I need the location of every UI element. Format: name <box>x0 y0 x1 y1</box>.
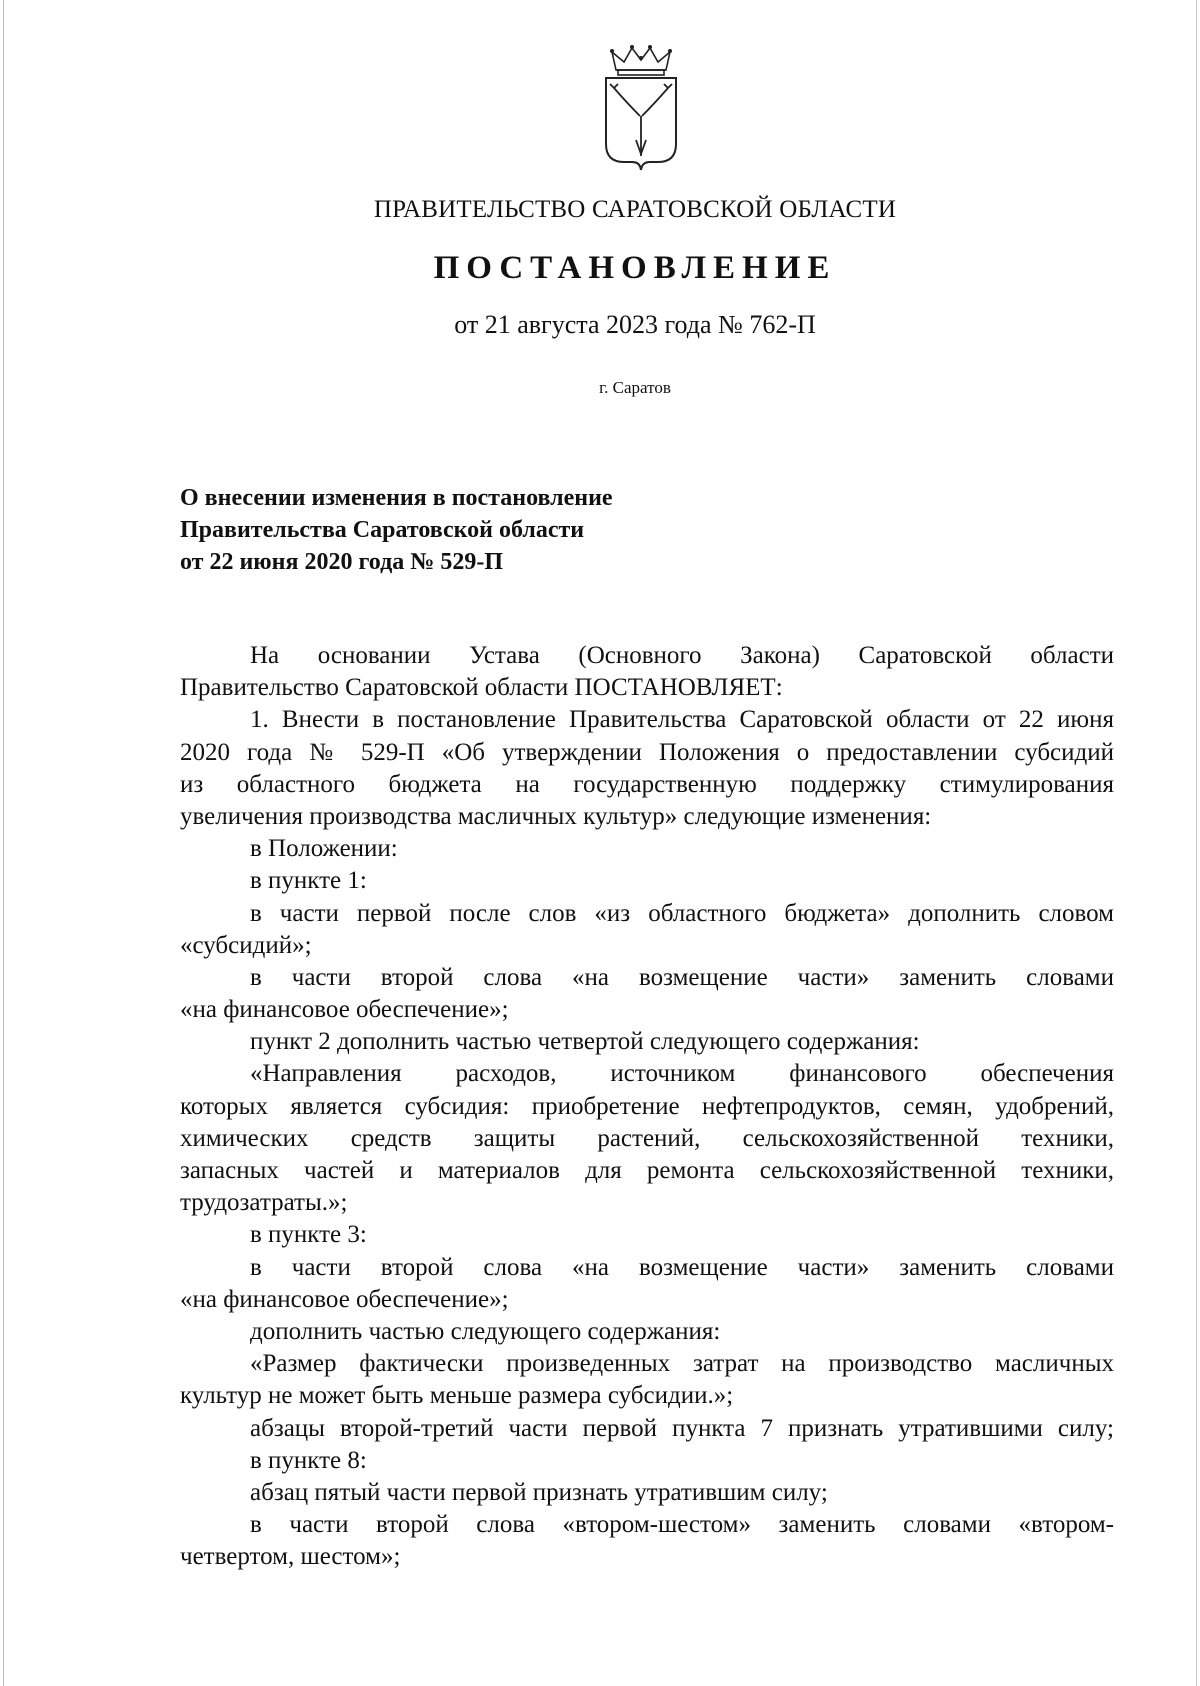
body-line: из областного бюджета на государственную поддержку стимулирования <box>180 770 1114 798</box>
document-body <box>180 640 1114 1573</box>
body-line: культур не может быть меньше размера субсидии.»; <box>180 1382 734 1410</box>
body-line: которых является субсидия: приобретение нефтепродуктов, семян, удобрений, <box>180 1092 1114 1120</box>
body-line: четвертом, шестом»; <box>180 1543 401 1571</box>
body-line: На основании Устава (Основного Закона) Саратовской области <box>250 642 1114 669</box>
body-line: химических средств защиты растений, сельскохозяйственной техники, <box>180 1124 1114 1152</box>
body-line: Правительство Саратовской области ПОСТАНОВЛЯЕТ: <box>180 674 783 702</box>
government-heading: ПРАВИТЕЛЬСТВО САРАТОВСКОЙ ОБЛАСТИ <box>373 196 897 223</box>
document-city: г. Саратов <box>599 378 671 397</box>
document-subject <box>180 482 613 578</box>
subject-line: Правительства Саратовской области <box>180 517 585 543</box>
subject-line: от 22 июня 2020 года № 529-П <box>180 549 503 575</box>
body-line: увеличения производства масличных культур» следующие изменения: <box>180 802 932 830</box>
body-line: «Размер фактически произведенных затрат на производство масличных <box>250 1350 1114 1378</box>
body-line: «на финансовое обеспечение»; <box>180 996 509 1024</box>
body-line: 2020 года № 529-П «Об утверждении Положения о предоставлении субсидий <box>180 738 1114 766</box>
body-line: в части второй слова «на возмещение части» заменить словами <box>250 963 1114 991</box>
body-line: дополнить частью следующего содержания: <box>250 1317 721 1345</box>
body-line: «субсидий»; <box>180 931 312 959</box>
document-date-number: от 21 августа 2023 года № 762-П <box>454 310 816 339</box>
body-line: в пункте 1: <box>250 867 367 895</box>
body-line: абзац пятый части первой признать утратившим силу; <box>250 1478 828 1506</box>
document-type-title: ПОСТАНОВЛЕНИЕ <box>433 250 837 286</box>
body-line: 1. Внести в постановление Правительства Саратовской области от 22 июня <box>250 706 1114 734</box>
body-line: запасных частей и материалов для ремонта сельскохозяйственной техники, <box>180 1157 1114 1184</box>
body-line: абзацы второй-третий части первой пункта 7 признать утратившими силу; <box>250 1414 1114 1442</box>
body-line: пункт 2 дополнить частью четвертой следующего содержания: <box>250 1028 920 1056</box>
saratov-coat-of-arms-icon <box>598 44 684 174</box>
body-line: в пункте 3: <box>250 1221 367 1249</box>
body-line: трудозатраты.»; <box>180 1189 348 1217</box>
body-line: «Направления расходов, источником финансового обеспечения <box>250 1060 1114 1088</box>
body-line: в Положении: <box>250 835 398 863</box>
body-line: в части второй слова «втором-шестом» заменить словами «втором- <box>250 1511 1114 1539</box>
body-line: в части второй слова «на возмещение части» заменить словами <box>250 1253 1114 1281</box>
body-line: в части первой после слов «из областного бюджета» дополнить словом <box>250 899 1114 927</box>
subject-line: О внесении изменения в постановление <box>180 485 613 511</box>
body-line: в пункте 8: <box>250 1446 367 1474</box>
body-line: «на финансовое обеспечение»; <box>180 1285 509 1313</box>
